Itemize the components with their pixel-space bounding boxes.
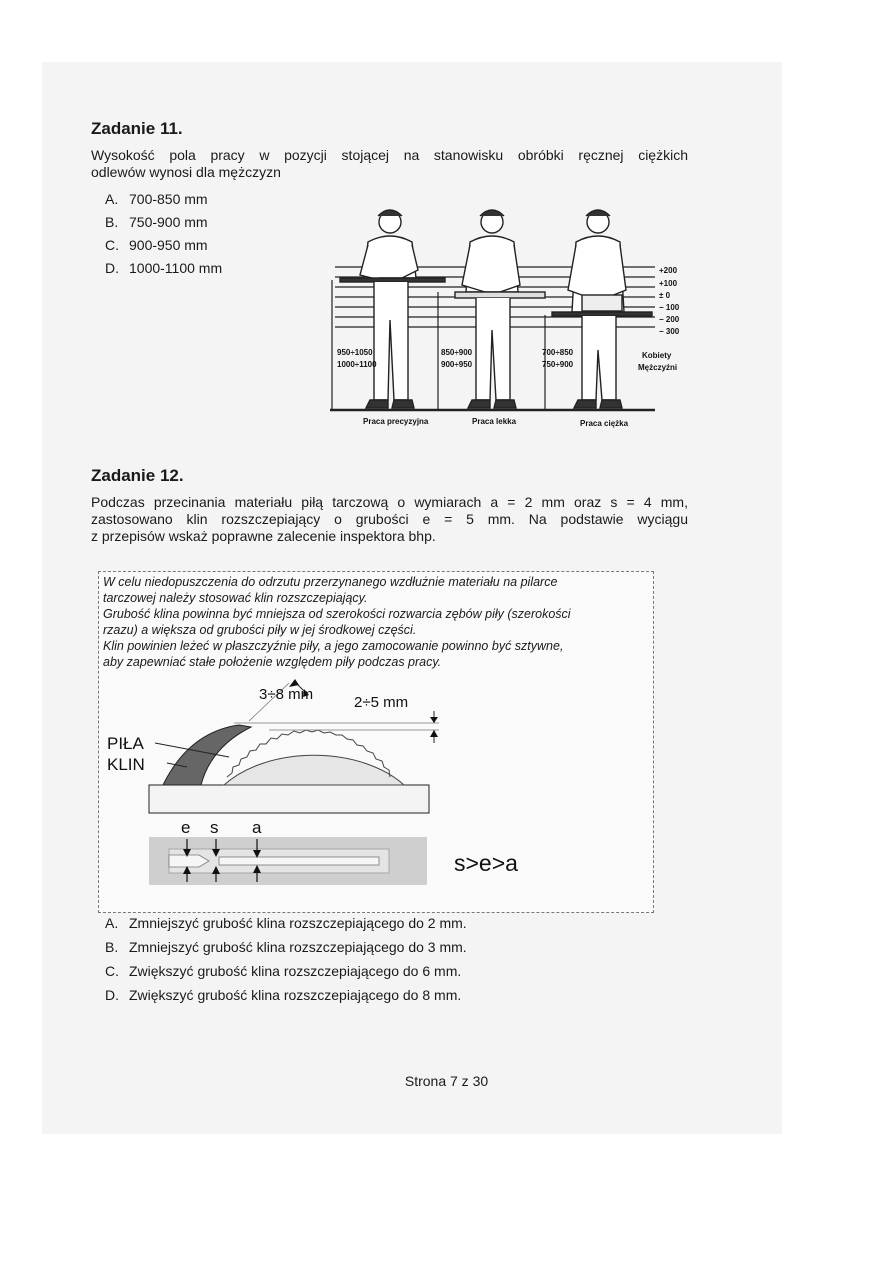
task12-option-a[interactable] <box>105 911 467 935</box>
legend-men: Mężczyźni <box>638 363 678 372</box>
scale-label: ± 0 <box>659 291 671 300</box>
task12-heading: Zadanie 12. <box>91 466 184 485</box>
worker-light-figure <box>455 210 545 408</box>
task11-question-line2: odlewów wynosi dla mężczyzn <box>91 164 281 180</box>
option-letter: C. <box>105 237 119 253</box>
task11-options <box>105 188 222 280</box>
excerpt-line: W celu niedopuszczenia do odrzutu przerzynanego wzdłużnie materiału na pilarce <box>103 575 558 589</box>
task11-option-b[interactable] <box>105 211 222 234</box>
option-letter: B. <box>105 939 119 955</box>
excerpt-line: aby zapewniać stałe położenie względem piły podczas pracy. <box>103 655 442 669</box>
saw-wedge-diagram <box>99 677 653 912</box>
task11-question <box>91 147 688 181</box>
letter-a: a <box>252 818 262 837</box>
regulation-excerpt-box <box>98 571 654 913</box>
excerpt-line: Grubość klina powinna być mniejsza od szerokości rozwarcia zębów piły (szerokości <box>103 607 571 621</box>
worker-precision-figure <box>340 210 445 408</box>
station-label: Praca precyzyjna <box>363 417 429 426</box>
saw-label: PIŁA <box>107 734 144 753</box>
men-range: 900÷950 <box>441 360 473 369</box>
letter-e: e <box>181 818 191 837</box>
task12-option-b[interactable] <box>105 935 467 959</box>
scale-label: +100 <box>659 279 678 288</box>
option-letter: A. <box>105 915 119 931</box>
option-text: Zmniejszyć grubość klina rozszczepiającego do 3 mm. <box>129 939 467 955</box>
regulation-excerpt-text <box>103 574 649 670</box>
station-label: Praca lekka <box>472 417 517 426</box>
option-text: 700-850 mm <box>129 191 208 207</box>
men-range: 1000÷1100 <box>337 360 377 369</box>
scale-label: − 300 <box>659 327 680 336</box>
option-text: 750-900 mm <box>129 214 208 230</box>
option-text: Zwiększyć grubość klina rozszczepiającego do 8 mm. <box>129 987 462 1003</box>
women-range: 950÷1050 <box>337 348 373 357</box>
men-range: 750÷900 <box>542 360 574 369</box>
option-text: 900-950 mm <box>129 237 208 253</box>
option-letter: A. <box>105 191 119 207</box>
wedge-label: KLIN <box>107 755 145 774</box>
page-number: Strona 7 z 30 <box>404 1073 489 1089</box>
excerpt-line: rzazu) a większa od grubości piły w jej środkowej części. <box>103 623 417 637</box>
task12-options <box>105 911 467 1007</box>
option-letter: D. <box>105 260 119 276</box>
letter-s: s <box>210 818 219 837</box>
legend-women: Kobiety <box>642 351 672 360</box>
excerpt-line: Klin powinien leżeć w płaszczyźnie piły, a jego zamocowanie powinno być sztywne, <box>103 639 564 653</box>
option-text: Zwiększyć grubość klina rozszczepiającego do 6 mm. <box>129 963 462 979</box>
task12-question-line1: Podczas przecinania materiału piłą tarczową o wymiarach a = 2 mm oraz s = 4 mm, <box>91 494 688 510</box>
task12-question-line2: zastosowano klin rozszczepiający o grubości e = 5 mm. Na podstawie wyciągu <box>91 511 688 527</box>
option-letter: D. <box>105 987 119 1003</box>
task11-option-d[interactable] <box>105 257 222 280</box>
relation-label: s>e>a <box>454 850 518 876</box>
task12-option-c[interactable] <box>105 959 467 983</box>
task11-option-c[interactable] <box>105 234 222 257</box>
option-text: 1000-1100 mm <box>129 260 223 276</box>
work-height-figure <box>320 200 685 435</box>
women-range: 850÷900 <box>441 348 473 357</box>
excerpt-line: tarczowej należy stosować klin rozszczepiający. <box>103 591 368 605</box>
scale-label: − 200 <box>659 315 680 324</box>
task11-option-a[interactable] <box>105 188 222 211</box>
dim-height-label: 2÷5 mm <box>354 694 409 711</box>
women-range: 700÷850 <box>542 348 574 357</box>
scale-label: − 100 <box>659 303 680 312</box>
scale-label: +200 <box>659 266 678 275</box>
task11-question-line1: Wysokość pola pracy w pozycji stojącej na stanowisku obróbki ręcznej ciężkich <box>91 147 688 163</box>
option-letter: B. <box>105 214 119 230</box>
dim-gap-label: 3÷8 mm <box>259 686 314 703</box>
task12-question-line3: z przepisów wskaż poprawne zalecenie inspektora bhp. <box>91 528 436 544</box>
task12-option-d[interactable] <box>105 983 467 1007</box>
task11-heading: Zadanie 11. <box>91 119 183 138</box>
station-label: Praca ciężka <box>580 419 629 428</box>
task12-question <box>91 494 688 545</box>
option-text: Zmniejszyć grubość klina rozszczepiającego do 2 mm. <box>129 915 467 931</box>
option-letter: C. <box>105 963 119 979</box>
worker-heavy-figure <box>552 210 652 408</box>
